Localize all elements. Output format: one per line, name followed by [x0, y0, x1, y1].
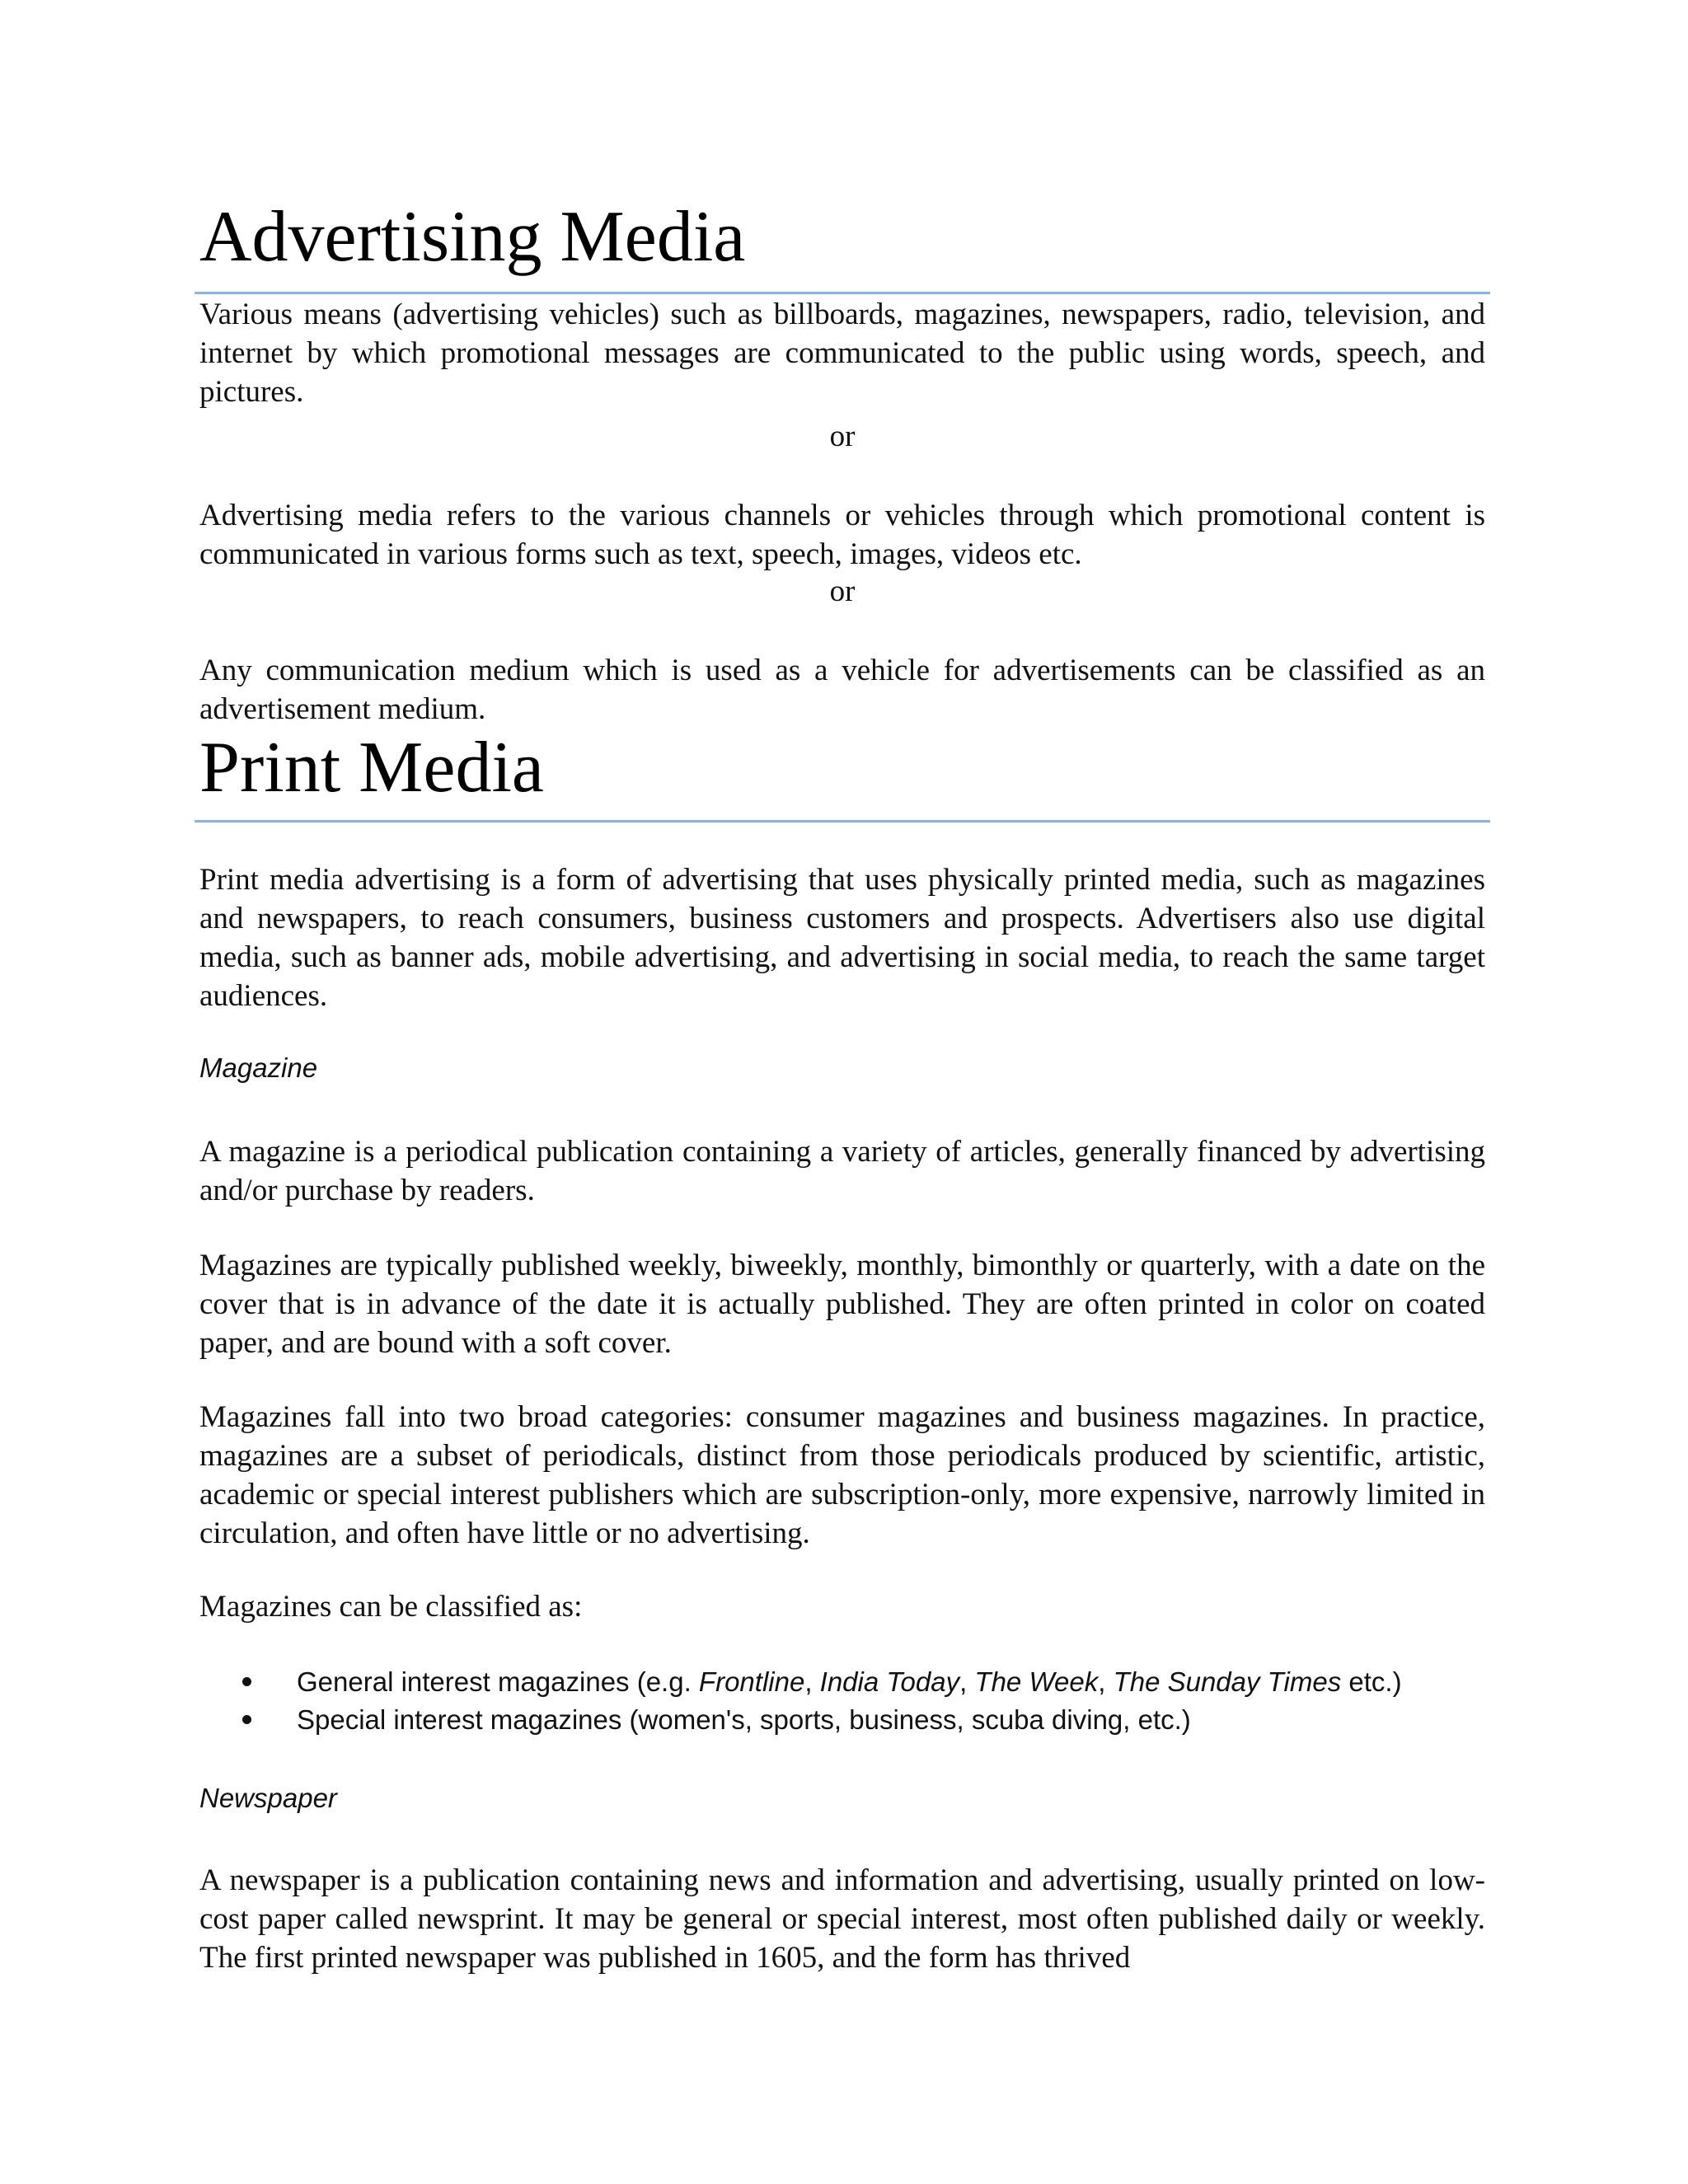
- section-advertising-media: [199, 198, 1485, 277]
- magazine-types-list: [199, 1663, 1485, 1739]
- or-separator-1: or: [829, 419, 856, 453]
- paragraph-newspaper-1: A newspaper is a publication containing news and information and advertising, usually printed on low-cost paper called newsprint. It may be general or special interest, most often published daily or weekly. The first printed newspaper was published in 1605, and the form has thrived: [199, 1863, 1485, 1975]
- heading-advertising-media: Advertising Media: [199, 197, 746, 277]
- or-separator-2: or: [829, 574, 856, 608]
- paragraph-definition-1: Various means (advertising vehicles) such as billboards, magazines, newspapers, radio, television, and internet by which promotional messages are communicated to the public using words, speech, and pictures.: [199, 298, 1485, 409]
- paragraph-definition-3: Any communication medium which is used as a vehicle for advertisements can be classified as an advertisement medium.: [199, 654, 1485, 726]
- paragraph-magazine-2: Magazines are typically published weekly, biweekly, monthly, bimonthly or quarterly, with a date on the cover that is in advance of the date it is actually published. They are often printed in color on coated paper, and are bound with a soft cover.: [199, 1249, 1485, 1360]
- paragraph-magazine-1: A magazine is a periodical publication containing a variety of articles, generally financed by advertising and/or purchase by readers.: [199, 1135, 1485, 1207]
- heading-underline: [195, 820, 1490, 823]
- list-item: General interest magazines (e.g. Frontline, India Today, The Week, The Sunday Times etc.): [199, 1663, 1485, 1701]
- bullet-icon: [242, 1677, 251, 1686]
- section-print-media: [199, 729, 1485, 808]
- subheading-newspaper: Newspaper: [199, 1783, 337, 1813]
- paragraph-magazine-3: Magazines fall into two broad categories: consumer magazines and business magazines. In practice, magazines are a subset of periodicals, distinct from those periodicals produced by scientific, artistic, academic or special interest publishers which are subscription-only, more expensive, narrowly limited in circulation, and often have little or no advertising.: [199, 1400, 1485, 1550]
- paragraph-magazine-4: Magazines can be classified as:: [199, 1590, 583, 1624]
- heading-underline: [195, 292, 1490, 294]
- list-item: Special interest magazines (women's, sports, business, scuba diving, etc.): [199, 1701, 1485, 1739]
- bullet-icon: [242, 1715, 251, 1724]
- subheading-magazine: Magazine: [199, 1052, 318, 1083]
- heading-print-media: Print Media: [199, 728, 544, 808]
- paragraph-print-media: Print media advertising is a form of advertising that uses physically printed media, such as magazines and newspapers, to reach consumers, business customers and prospects. Advertisers also use digital media, such as banner ads, mobile advertising, and advertising in social media, to reach the same target audiences.: [199, 863, 1485, 1013]
- paragraph-definition-2: Advertising media refers to the various channels or vehicles through which promotional content is communicated in various forms such as text, speech, images, videos etc.: [199, 499, 1485, 571]
